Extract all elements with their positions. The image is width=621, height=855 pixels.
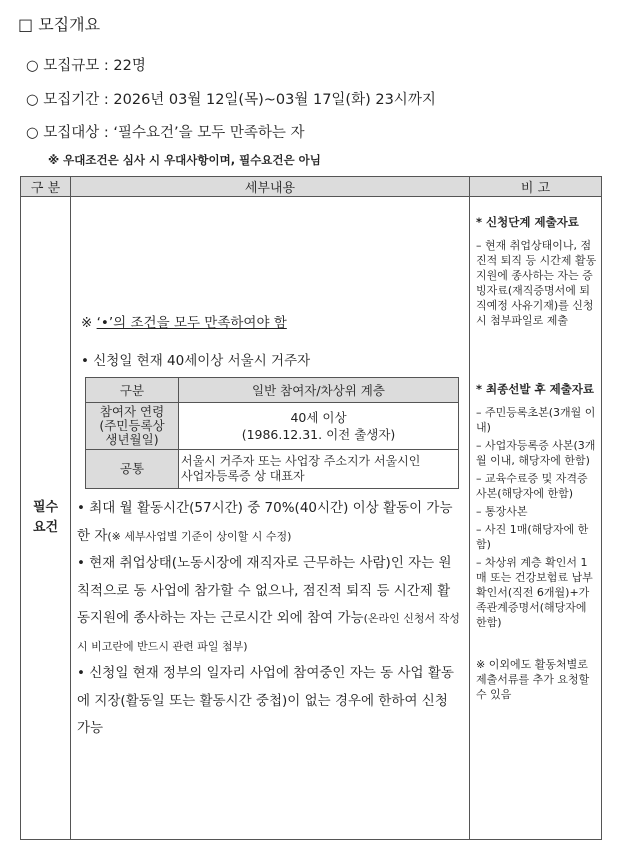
- condition-note: [81, 311, 461, 331]
- section-heading: □ 모집개요: [18, 15, 101, 34]
- remarks-cell: [470, 197, 602, 840]
- bullet-age-residence: • 신청일 현재 40세이상 서울시 거주자: [81, 353, 311, 369]
- remark-stage1-title: * 신청단계 제출자료: [476, 215, 579, 229]
- header-category: 구 분: [21, 177, 71, 197]
- list-item: – 차상위 계층 확인서 1매 또는 건강보험료 납부확인서(직전 6개월)+가족관계증명서(해당자에 한함): [476, 556, 593, 629]
- bullet-employment-status: [77, 550, 461, 660]
- inner-age-value: 40세 이상 (1986.12.31. 이전 출생자): [179, 403, 459, 450]
- bullet-government-job: • 신청일 현재 정부의 일자리 사업에 참여중인 자는 동 사업 활동에 지장(활동일 또는 활동시간 중첩)이 없는 경우에 한하여 신청 가능: [77, 665, 454, 736]
- eligibility-inner-table: [85, 377, 459, 489]
- inner-header-left: 구분: [86, 378, 179, 403]
- inner-header-right: 일반 참여자/차상위 계층: [179, 378, 459, 403]
- category-cell: [21, 197, 71, 840]
- category-label: 필수 요건: [32, 500, 59, 535]
- inner-common-label: 공통: [86, 450, 179, 489]
- remark-stage1-text: – 현재 취업상태이나, 점진적 퇴직 등 시간제 활동지원에 종사하는 자는 증빙자료(재직증명서에 퇴직예정 사유기재)를 신청 시 첨부파일로 제출: [476, 239, 597, 327]
- list-item: – 교육수료증 및 자격증 사본(해당자에 한함): [476, 472, 588, 500]
- condition-underlined: ‘•’의 조건을 모두 만족하여야 함: [96, 315, 287, 331]
- list-item: – 주민등록초본(3개월 이내): [476, 406, 596, 434]
- bullet-activity-hours-text: • 최대 월 활동시간(57시간) 중 70%(40시간) 이상 활동이 가능한 자: [77, 500, 453, 544]
- list-item: – 사진 1매(해당자에 한함): [476, 523, 589, 551]
- header-remarks: 비 고: [470, 177, 602, 197]
- recruit-period: ○ 모집기간 : 2026년 03월 12일(목)~03월 17일(화) 23시까지: [26, 92, 436, 108]
- table-header-row: [21, 177, 602, 197]
- condition-prefix: ※: [81, 315, 97, 331]
- bullet-activity-hours: [77, 495, 461, 550]
- list-item: – 사업자등록증 사본(3개월 이내, 해당자에 한함): [476, 439, 596, 467]
- recruit-scale: ○ 모집규모 : 22명: [26, 58, 146, 74]
- details-cell: [71, 197, 470, 840]
- bullet-employment-status-note: (온라인 신청서 작성시 비고란에 반드시 관련 파일 첨부): [77, 612, 460, 653]
- bullet-activity-hours-note: (※ 세부사업별 기준이 상이할 시 수정): [107, 529, 292, 543]
- list-item: – 통장사본: [476, 505, 528, 518]
- inner-age-label: 참여자 연령 (주민등록상 생년월일): [86, 403, 179, 450]
- header-details: 세부내용: [71, 177, 470, 197]
- bullet-employment-status-text: • 현재 취업상태(노동시장에 재직자로 근무하는 사람)인 자는 원칙적으로 동 사업에 참가할 수 없으나, 점진적 퇴직 등 시간제 활동지원에 종사하는 자는 근로시간 외에 참여 가능: [77, 555, 452, 626]
- requirements-table: [20, 176, 602, 840]
- remark-stage2-title: * 최종선발 후 제출자료: [476, 382, 595, 396]
- table-row: [21, 197, 602, 840]
- inner-common-value: 서울시 거주자 또는 사업장 주소지가 서울시인 사업자등록증 상 대표자: [179, 450, 459, 489]
- recruit-target: ○ 모집대상 : ‘필수요건’을 모두 만족하는 자: [26, 125, 305, 141]
- remark-footnote: ※ 이외에도 활동처별로 제출서류를 추가 요청할 수 있음: [476, 658, 590, 701]
- preference-note: ※ 우대조건은 심사 시 우대사항이며, 필수요건은 아님: [48, 153, 321, 167]
